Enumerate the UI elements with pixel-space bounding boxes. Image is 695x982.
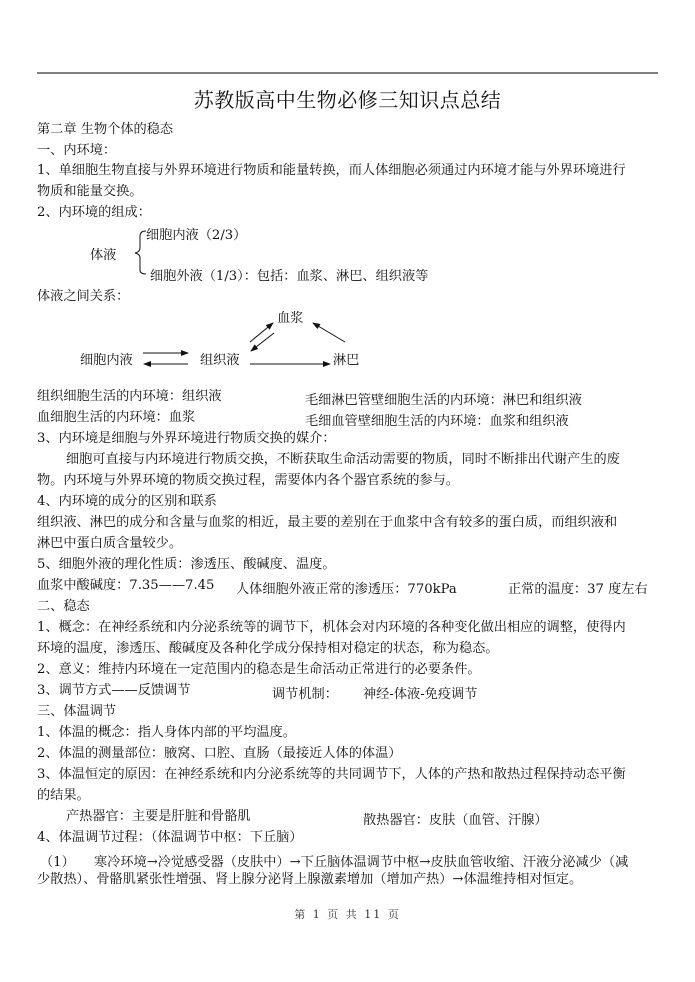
diagram-node-intracellular-fluid: 细胞内液 [80, 353, 133, 368]
value-ph: 血浆中酸碱度：7.35——7.45 [37, 578, 215, 593]
paragraph-text: 少散热）、骨骼肌紧张性增强、肾上腺分泌肾上腺激素增加（增加产热）→体温维持相对恒定。 [37, 872, 583, 887]
section-heading-internal-environment: 一、内环境： [37, 143, 117, 158]
env-blood-capillary: 毛细血管壁细胞生活的内环境：血浆和组织液 [305, 414, 569, 429]
list-item-label: （1） [40, 855, 75, 870]
paragraph-text: 寒冷环境→冷觉感受器（皮肤中）→下丘脑体温调节中枢→皮肤血管收缩、汗液分泌减少（减 [94, 855, 629, 870]
composition-branch-intracellular: 细胞内液（2/3） [146, 228, 247, 243]
heat-production-organs: 产热器官：主要是肝脏和骨骼肌 [66, 809, 251, 824]
subheading-components: 4、内环境的成分的区别和联系 [37, 494, 217, 509]
env-lymph-capillary: 毛细淋巴管壁细胞生活的内环境：淋巴和组织液 [305, 393, 582, 408]
paragraph-text: 物。内环境与外界环境的物质交换过程，需要体内各个器官系统的参与。 [37, 473, 459, 488]
regulation-method: 3、调节方式——反馈调节 [37, 683, 191, 698]
paragraph-text: 物质和能量交换。 [37, 184, 143, 199]
paragraph-text: 淋巴中蛋白质含量较少。 [37, 536, 183, 551]
subheading-regulation-process: 4、体温调节过程：（体温调节中枢：下丘脑） [37, 830, 303, 845]
paragraph-text: 2、体温的测量部位：腋窝、口腔、直肠（最接近人体的体温） [37, 746, 402, 761]
value-temperature: 正常的温度：37 度左右 [508, 582, 648, 597]
section-heading-body-temperature: 三、体温调节 [37, 704, 117, 719]
subheading-composition: 2、内环境的组成： [37, 205, 151, 220]
page-footer: 第 1 页 共 11 页 [294, 908, 401, 921]
subheading-properties: 5、细胞外液的理化性质：渗透压、酸碱度、温度。 [37, 557, 336, 572]
regulation-mechanism-label: 调节机制： [272, 687, 338, 702]
section-heading-homeostasis: 二、稳态 [37, 599, 90, 614]
heat-dissipation-organs: 散热器官：皮肤（血管、汗腺） [363, 813, 548, 828]
paragraph-text: 1、概念：在神经系统和内分泌系统等的调节下，机体会对内环境的各种变化做出相应的调整，使得内 [37, 620, 626, 635]
subheading-relation: 体液之间关系： [37, 289, 130, 304]
env-blood-cell: 血细胞生活的内环境：血浆 [37, 410, 196, 425]
chapter-heading: 第二章 生物个体的稳态 [37, 122, 174, 137]
env-tissue-cell: 组织细胞生活的内环境：组织液 [37, 389, 222, 404]
paragraph-text: 2、意义：维持内环境在一定范围内的稳态是生命活动正常进行的必要条件。 [37, 662, 481, 677]
paragraph-text: 的结果。 [37, 788, 90, 803]
value-osmotic-pressure: 人体细胞外液正常的渗透压：770kPa [236, 582, 457, 597]
paragraph-text: 组织液、淋巴的成分和含量与血浆的相近，最主要的差别在于血浆中含有较多的蛋白质，而组织液和 [37, 515, 618, 530]
paragraph-text: 3、体温恒定的原因：在神经系统和内分泌系统等的共同调节下，人体的产热和散热过程保持动态平衡 [37, 767, 626, 782]
paragraph-text: 细胞可直接与内环境进行物质交换，不断获取生命活动需要的物质，同时不断排出代谢产生的废 [66, 452, 620, 467]
paragraph-text: 1、体温的概念：指人身体内部的平均温度。 [37, 725, 296, 740]
composition-root-label: 体液 [90, 248, 117, 263]
regulation-mechanism-value: 神经-体液-免疫调节 [363, 687, 478, 702]
paragraph-text: 环境的温度，渗透压、酸碱度及各种化学成分保持相对稳定的状态，称为稳态。 [37, 641, 499, 656]
document-title: 苏教版高中生物必修三知识点总结 [193, 88, 502, 112]
diagram-node-lymph: 淋巴 [333, 353, 360, 368]
subheading-medium: 3、内环境是细胞与外界环境进行物质交换的媒介： [37, 431, 336, 446]
composition-branch-extracellular: 细胞外液（1/3）：包括：血浆、淋巴、组织液等 [150, 269, 429, 284]
diagram-node-plasma: 血浆 [277, 311, 304, 326]
diagram-node-tissue-fluid: 组织液 [200, 353, 240, 368]
paragraph-text: 1、单细胞生物直接与外界环境进行物质和能量转换，而人体细胞必须通过内环境才能与外界环境进行 [37, 163, 626, 178]
